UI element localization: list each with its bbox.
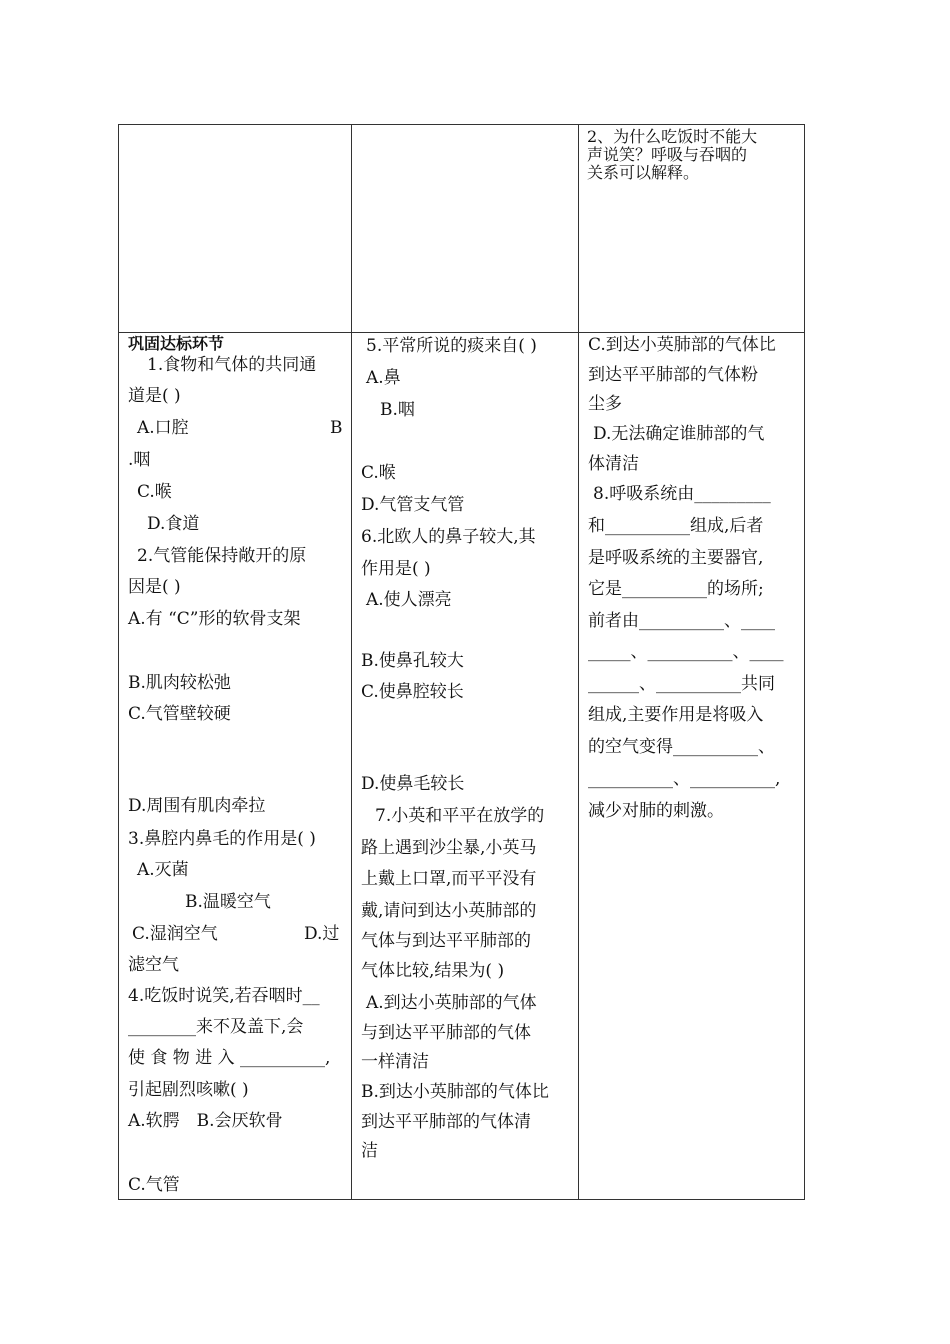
text-line: D.周围有肌肉牵拉 [128, 796, 266, 816]
text-line: 因是( ) [128, 577, 181, 597]
text-line: 2.气管能保持敞开的原 [137, 546, 307, 566]
question-text-line: 2、为什么吃饭时不能大 [587, 127, 758, 146]
text-line: B.温暖空气 [185, 892, 271, 912]
text-line: B.肌肉较松弛 [128, 673, 231, 693]
text-line: 3.鼻腔内鼻毛的作用是( ) [128, 829, 316, 849]
text-line: B.使鼻孔较大 [361, 651, 464, 671]
text-line: 到达平平肺部的气体粉 [588, 365, 758, 385]
text-line: C.喉 [361, 463, 396, 483]
text-line: 上戴上口罩,而平平没有 [361, 869, 537, 889]
table-cell-r2c2 [352, 333, 579, 1200]
text-line: 和__________组成,后者 [588, 516, 764, 536]
text-line: C.气管壁较硬 [128, 704, 231, 724]
text-line: D.使鼻毛较长 [361, 774, 465, 794]
text-line: 尘多 [588, 394, 622, 414]
section-heading: 巩固达标环节 [128, 334, 225, 353]
text-line: C.使鼻腔较长 [361, 682, 464, 702]
text-line: 7.小英和平平在放学的 [375, 806, 545, 826]
text-line: B [330, 418, 343, 438]
text-line: 戴,请问到达小英肺部的 [361, 901, 537, 921]
text-line: B.咽 [380, 400, 415, 420]
text-line: 一样清洁 [361, 1052, 429, 1072]
text-line: 前者由__________、____ [588, 611, 775, 631]
text-line: 是呼吸系统的主要器官, [588, 548, 764, 568]
text-line: 气体与到达平平肺部的 [361, 931, 531, 951]
table-cell-r1c1 [119, 125, 352, 333]
table-cell-r2c3 [579, 333, 805, 1200]
text-line: __________、__________, [588, 769, 781, 789]
text-line: 到达平平肺部的气体清 [361, 1112, 531, 1132]
text-line: A.灭菌 [137, 860, 189, 880]
text-line: 体清洁 [588, 454, 639, 474]
table-cell-r1c3 [579, 125, 805, 333]
text-line: 4.吃饭时说笑,若吞咽时__ [128, 986, 320, 1006]
text-line: C.喉 [137, 482, 172, 502]
text-line: ______、__________共同 [588, 674, 775, 694]
table-cell-r1c2 [352, 125, 579, 333]
text-line: _____、__________、____ [588, 642, 784, 662]
text-line: A.使人漂亮 [366, 590, 452, 610]
text-line: 5.平常所说的痰来自( ) [366, 336, 537, 356]
text-line: D.无法确定谁肺部的气 [593, 424, 765, 444]
text-line: D.过 [304, 924, 340, 944]
text-line: 滤空气 [128, 955, 179, 975]
text-line: 8.呼吸系统由_________ [593, 484, 771, 504]
text-line: C.湿润空气 [132, 924, 218, 944]
text-line: 6.北欧人的鼻子较大,其 [361, 527, 536, 547]
text-line: ________来不及盖下,会 [128, 1017, 304, 1037]
text-line: 引起剧烈咳嗽( ) [128, 1080, 249, 1100]
worksheet-table [118, 124, 805, 1200]
text-line: D.食道 [147, 514, 200, 534]
text-line: 组成,主要作用是将吸入 [588, 705, 764, 725]
text-line: 的空气变得__________、 [588, 737, 775, 757]
text-line: 气体比较,结果为( ) [361, 961, 505, 981]
text-line: 作用是( ) [361, 559, 431, 579]
text-line: 与到达平平肺部的气体 [361, 1023, 531, 1043]
text-line: 使 食 物 进 入 __________, [128, 1048, 331, 1068]
text-line: D.气管支气管 [361, 495, 465, 515]
question-text-line: 关系可以解释。 [587, 163, 700, 182]
text-line: A.到达小英肺部的气体 [366, 993, 537, 1013]
text-line: 它是__________的场所; [588, 579, 764, 599]
text-line: A.软腭 B.会厌软骨 [128, 1111, 283, 1131]
text-line: .咽 [128, 450, 151, 470]
text-line: A.有 “C”形的软骨支架 [128, 609, 301, 629]
text-line: 洁 [361, 1141, 378, 1161]
question-text-line: 声说笑？呼吸与吞咽的 [587, 145, 748, 164]
text-line: 道是( ) [128, 386, 181, 406]
text-line: 1.食物和气体的共同通 [147, 355, 317, 375]
text-line: 路上遇到沙尘暴,小英马 [361, 838, 537, 858]
text-line: C.到达小英肺部的气体比 [588, 335, 776, 355]
text-line: A.鼻 [366, 368, 401, 388]
text-line: A.口腔 [137, 418, 189, 438]
table-cell-r2c1 [119, 333, 352, 1200]
text-line: 减少对肺的刺激。 [588, 801, 724, 821]
text-line: B.到达小英肺部的气体比 [361, 1082, 549, 1102]
text-line: C.气管 [128, 1175, 180, 1195]
